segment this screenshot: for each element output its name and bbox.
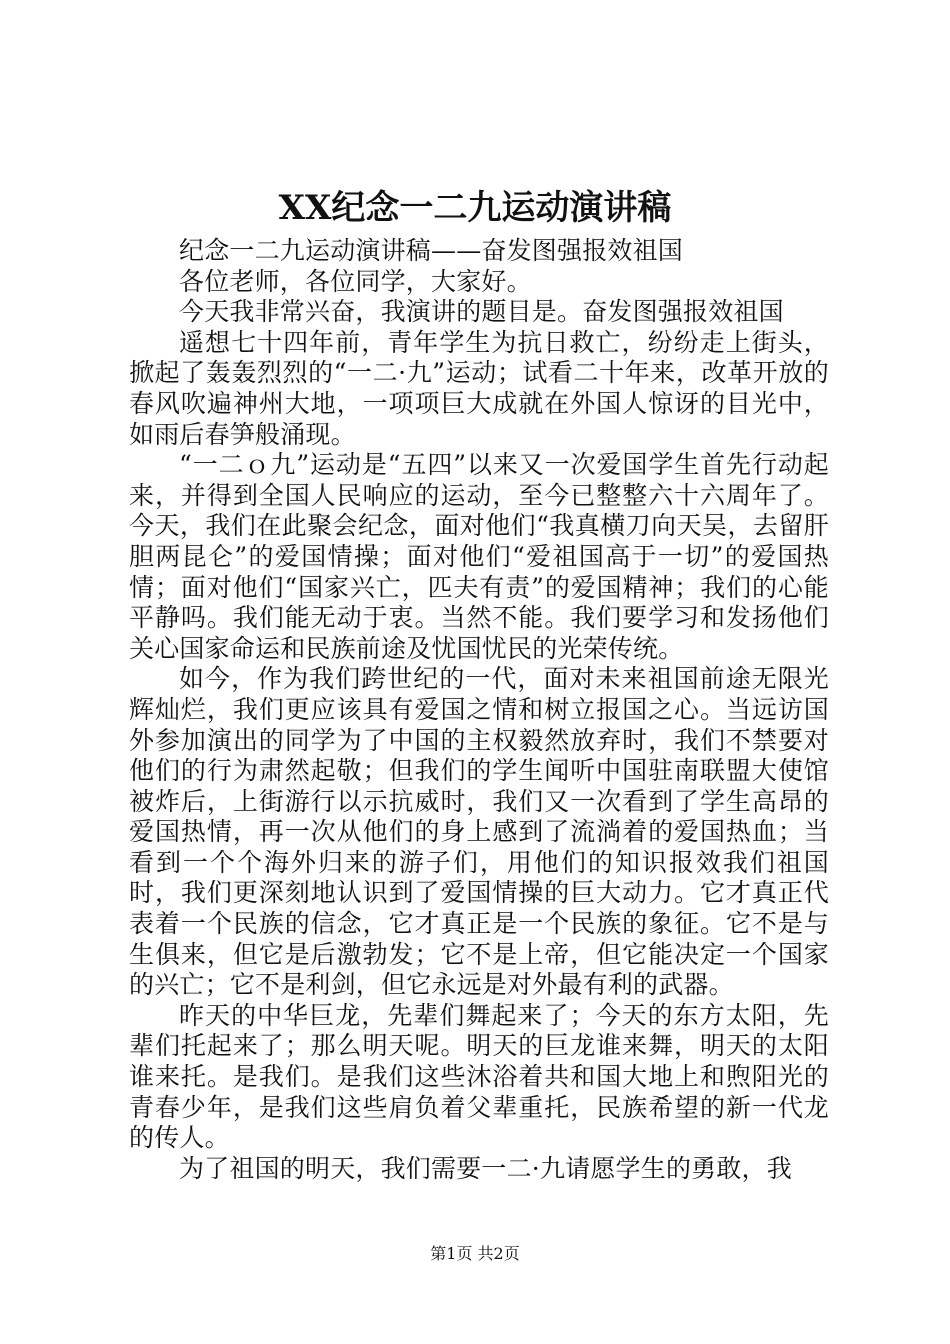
document-title: XX纪念一二九运动演讲稿 <box>278 188 672 228</box>
paragraph-body: “一二ｏ九”运动是“五四”以来又一次爱国学生首先行动起来，并得到全国人民响应的运动，至今已整整六十六周年了。今天，我们在此聚会纪念，面对他们“我真横刀向天吴，去留肝胆两昆仑”的爱国情操；面对他们“爱祖国高于一切”的爱国热情；面对他们“国家兴亡，匹夫有责”的爱国精神；我们的心能平静吗。我们能无动于衷。当然不能。我们要学习和发扬他们关心国家命运和民族前途及忧国忧民的光荣传统。 <box>129 450 829 663</box>
paragraph-subtitle: 纪念一二九运动演讲稿——奋发图强报效祖国 <box>179 236 684 265</box>
paragraph-body: 如今，作为我们跨世纪的一代，面对未来祖国前途无限光辉灿烂，我们更应该具有爱国之情和树立报国之心。当远访国外参加演出的同学为了中国的主权毅然放弃时，我们不禁要对他们的行为肃然起敬；但我们的学生闻听中国驻南联盟大使馆被炸后，上街游行以示抗威时，我们又一次看到了学生高昂的爱国热情，再一次从他们的身上感到了流淌着的爱国热血；当看到一个个海外归来的游子们，用他们的知识报效我们祖国时，我们更深刻地认识到了爱国情操的巨大动力。它才真正代表着一个民族的信念，它才真正是一个民族的象征。它不是与生俱来，但它是后激勃发；它不是上帝，但它能决定一个国家的兴亡；它不是利剑，但它永远是对外最有利的武器。 <box>129 664 829 1000</box>
paragraph-topic: 今天我非常兴奋，我演讲的题目是。奋发图强报效祖国 <box>179 297 784 327</box>
page-number-footer: 第1页 共2页 <box>430 1244 520 1263</box>
paragraph-body: 遥想七十四年前，青年学生为抗日救亡，纷纷走上街头，掀起了轰轰烈烈的“一二·九”运动；试看二十年来，改革开放的春风吹遍神州大地，一项项巨大成就在外国人惊讶的目光中，如雨后春笋般涌现。 <box>129 327 829 449</box>
document-body <box>129 236 829 1184</box>
paragraph-body: 为了祖国的明天，我们需要一二·九请愿学生的勇敢，我 <box>179 1153 792 1183</box>
paragraph-greeting: 各位老师，各位同学，大家好。 <box>179 266 532 296</box>
paragraph-body: 昨天的中华巨龙，先辈们舞起来了；今天的东方太阳，先辈们托起来了；那么明天呢。明天的巨龙谁来舞，明天的太阳谁来托。是我们。是我们这些沐浴着共和国大地上和煦阳光的青春少年，是我们这些肩负着父辈重托，民族希望的新一代龙的传人。 <box>129 1000 829 1153</box>
